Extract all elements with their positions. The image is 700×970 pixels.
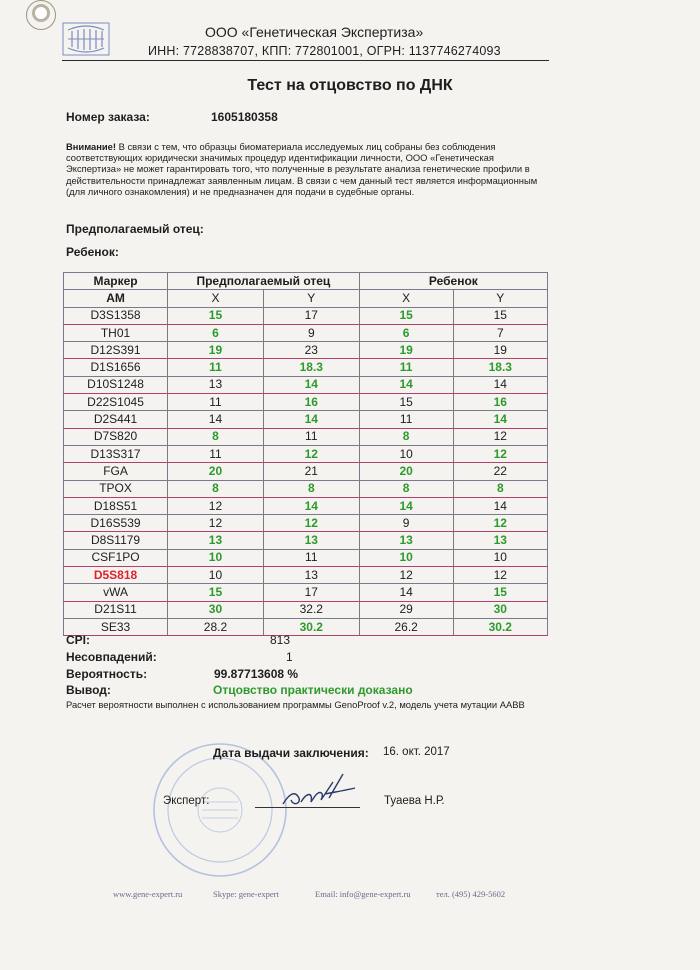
expert-label: Эксперт: (163, 795, 210, 807)
child-label: Ребенок: (66, 245, 119, 259)
child-x-cell: 13 (359, 532, 453, 549)
conclusion-label: Вывод: (66, 683, 111, 697)
child-x-cell: 8 (359, 428, 453, 445)
father-y-cell: 30.2 (263, 618, 359, 635)
disclaimer-lead: Внимание! (66, 141, 116, 152)
marker-name-cell: D13S317 (64, 445, 168, 462)
child-y-cell: 7 (453, 324, 547, 341)
child-y-cell: 19 (453, 342, 547, 359)
issue-date-value: 16. окт. 2017 (383, 746, 450, 758)
am-subheader: AM (64, 290, 168, 307)
child-y-cell: 15 (453, 584, 547, 601)
disclaimer-body: В связи с тем, что образцы биоматериала исследуемых лиц собраны без соблюдения соответствующих юридически значимых процедур идентификации личности, ООО «Генетическая Экспертиза» не может гарантировать того, что полученные в результате анализа генетические профили в действительности принадлежат заявленным лицам. В связи с чем данный тест является информационным (для личного ознакомления) и не предназначен для подачи в судебные органы. (66, 141, 538, 197)
child-x-cell: 10 (359, 549, 453, 566)
marker-name-cell: TH01 (64, 324, 168, 341)
dna-helix-logo-icon (62, 22, 110, 56)
father-y-cell: 12 (263, 515, 359, 532)
father-y-cell: 11 (263, 549, 359, 566)
calculation-note: Расчет вероятности выполнен с использованием программы GenoProof v.2, модель учета мутации AABB (66, 699, 525, 710)
marker-name-cell: D12S391 (64, 342, 168, 359)
marker-name-cell: D2S441 (64, 411, 168, 428)
company-registration-ids: ИНН: 7728838707, КПП: 772801001, ОГРН: 1137746274093 (148, 44, 501, 58)
father-x-cell: 11 (168, 359, 264, 376)
table-row (64, 601, 548, 618)
table-row (64, 428, 548, 445)
punch-hole (32, 4, 50, 22)
mismatch-count-label: Несовпадений: (66, 650, 157, 664)
father-x-cell: 6 (168, 324, 264, 341)
father-y-cell: 14 (263, 411, 359, 428)
table-row (64, 584, 548, 601)
father-x-cell: 30 (168, 601, 264, 618)
child-x-cell: 14 (359, 497, 453, 514)
child-y-cell: 14 (453, 411, 547, 428)
conclusion-value: Отцовство практически доказано (213, 683, 413, 697)
table-row (64, 515, 548, 532)
father-x-cell: 28.2 (168, 618, 264, 635)
table-row (64, 445, 548, 462)
mismatch-count-value: 1 (286, 650, 293, 664)
child-y-cell: 18.3 (453, 359, 547, 376)
child-x-cell: 9 (359, 515, 453, 532)
child-y-cell: 12 (453, 567, 547, 584)
father-x-cell: 8 (168, 480, 264, 497)
child-y-cell: 22 (453, 463, 547, 480)
child-y-subheader: Y (453, 290, 547, 307)
footer-skype: Skype: gene-expert (213, 889, 279, 899)
father-x-cell: 14 (168, 411, 264, 428)
footer-website[interactable]: www.gene-expert.ru (113, 889, 183, 899)
child-y-cell: 15 (453, 307, 547, 324)
footer-phone: тел. (495) 429-5602 (436, 889, 506, 899)
table-row (64, 342, 548, 359)
child-x-cell: 19 (359, 342, 453, 359)
header-divider (62, 60, 549, 61)
child-y-cell: 8 (453, 480, 547, 497)
table-row (64, 567, 548, 584)
company-name: ООО «Генетическая Экспертиза» (205, 24, 424, 40)
father-x-cell: 11 (168, 394, 264, 411)
table-row (64, 394, 548, 411)
cpi-label: CPI: (66, 633, 90, 647)
handwritten-signature-icon (255, 768, 365, 816)
child-y-cell: 12 (453, 515, 547, 532)
marker-name-cell: TPOX (64, 480, 168, 497)
table-row (64, 376, 548, 393)
child-x-subheader: X (359, 290, 453, 307)
cpi-value: 813 (270, 633, 291, 647)
father-y-cell: 11 (263, 428, 359, 445)
order-number-value: 1605180358 (211, 110, 278, 124)
child-y-cell: 16 (453, 394, 547, 411)
father-x-cell: 8 (168, 428, 264, 445)
father-y-cell: 14 (263, 497, 359, 514)
child-x-cell: 15 (359, 307, 453, 324)
child-y-cell: 14 (453, 376, 547, 393)
table-row (64, 411, 548, 428)
marker-name-cell: FGA (64, 463, 168, 480)
table-row (64, 324, 548, 341)
marker-column-header: Маркер (64, 273, 168, 290)
father-x-cell: 13 (168, 532, 264, 549)
child-y-cell: 10 (453, 549, 547, 566)
child-x-cell: 10 (359, 445, 453, 462)
footer-contacts (0, 889, 700, 903)
father-y-cell: 9 (263, 324, 359, 341)
marker-name-cell: D10S1248 (64, 376, 168, 393)
marker-name-cell: D16S539 (64, 515, 168, 532)
father-y-cell: 17 (263, 584, 359, 601)
child-y-cell: 30.2 (453, 618, 547, 635)
father-x-cell: 15 (168, 307, 264, 324)
probability-value: 99.87713608 % (214, 667, 299, 681)
child-x-cell: 26.2 (359, 618, 453, 635)
father-y-subheader: Y (263, 290, 359, 307)
marker-name-cell: D18S51 (64, 497, 168, 514)
child-y-cell: 12 (453, 445, 547, 462)
child-x-cell: 11 (359, 359, 453, 376)
child-x-cell: 14 (359, 584, 453, 601)
alleged-father-label: Предполагаемый отец: (66, 222, 204, 236)
father-y-cell: 8 (263, 480, 359, 497)
father-x-cell: 10 (168, 567, 264, 584)
marker-name-cell: D5S818 (64, 567, 168, 584)
disclaimer-text (66, 141, 540, 197)
child-y-cell: 13 (453, 532, 547, 549)
marker-name-cell: CSF1PO (64, 549, 168, 566)
father-y-cell: 32.2 (263, 601, 359, 618)
father-y-cell: 23 (263, 342, 359, 359)
father-y-cell: 17 (263, 307, 359, 324)
marker-name-cell: D22S1045 (64, 394, 168, 411)
father-x-cell: 15 (168, 584, 264, 601)
child-x-cell: 6 (359, 324, 453, 341)
marker-name-cell: D1S1656 (64, 359, 168, 376)
child-x-cell: 29 (359, 601, 453, 618)
str-marker-table (63, 272, 548, 636)
child-y-cell: 12 (453, 428, 547, 445)
father-x-subheader: X (168, 290, 264, 307)
father-x-cell: 20 (168, 463, 264, 480)
child-y-cell: 30 (453, 601, 547, 618)
table-row (64, 359, 548, 376)
table-row (64, 549, 548, 566)
father-x-cell: 12 (168, 515, 264, 532)
table-row (64, 307, 548, 324)
father-x-cell: 13 (168, 376, 264, 393)
marker-name-cell: D21S11 (64, 601, 168, 618)
child-x-cell: 12 (359, 567, 453, 584)
marker-name-cell: D3S1358 (64, 307, 168, 324)
father-y-cell: 13 (263, 567, 359, 584)
father-y-cell: 16 (263, 394, 359, 411)
table-row (64, 463, 548, 480)
child-x-cell: 8 (359, 480, 453, 497)
footer-email[interactable]: Email: info@gene-expert.ru (315, 889, 411, 899)
father-y-cell: 12 (263, 445, 359, 462)
father-x-cell: 11 (168, 445, 264, 462)
expert-name: Туаева Н.Р. (384, 795, 445, 807)
marker-name-cell: D7S820 (64, 428, 168, 445)
child-column-header: Ребенок (359, 273, 547, 290)
father-x-cell: 12 (168, 497, 264, 514)
father-x-cell: 19 (168, 342, 264, 359)
father-y-cell: 21 (263, 463, 359, 480)
probability-label: Вероятность: (66, 667, 148, 681)
issue-date-label: Дата выдачи заключения: (213, 746, 369, 760)
page-title: Тест на отцовство по ДНК (247, 77, 453, 94)
child-x-cell: 20 (359, 463, 453, 480)
table-row (64, 480, 548, 497)
father-y-cell: 13 (263, 532, 359, 549)
child-x-cell: 11 (359, 411, 453, 428)
marker-name-cell: D8S1179 (64, 532, 168, 549)
order-number-label: Номер заказа: (66, 110, 150, 124)
table-row (64, 532, 548, 549)
table-row (64, 497, 548, 514)
marker-name-cell: SE33 (64, 618, 168, 635)
father-column-header: Предполагаемый отец (168, 273, 360, 290)
father-x-cell: 10 (168, 549, 264, 566)
child-x-cell: 14 (359, 376, 453, 393)
child-x-cell: 15 (359, 394, 453, 411)
father-y-cell: 14 (263, 376, 359, 393)
table-row (64, 618, 548, 635)
marker-name-cell: vWA (64, 584, 168, 601)
child-y-cell: 14 (453, 497, 547, 514)
father-y-cell: 18.3 (263, 359, 359, 376)
